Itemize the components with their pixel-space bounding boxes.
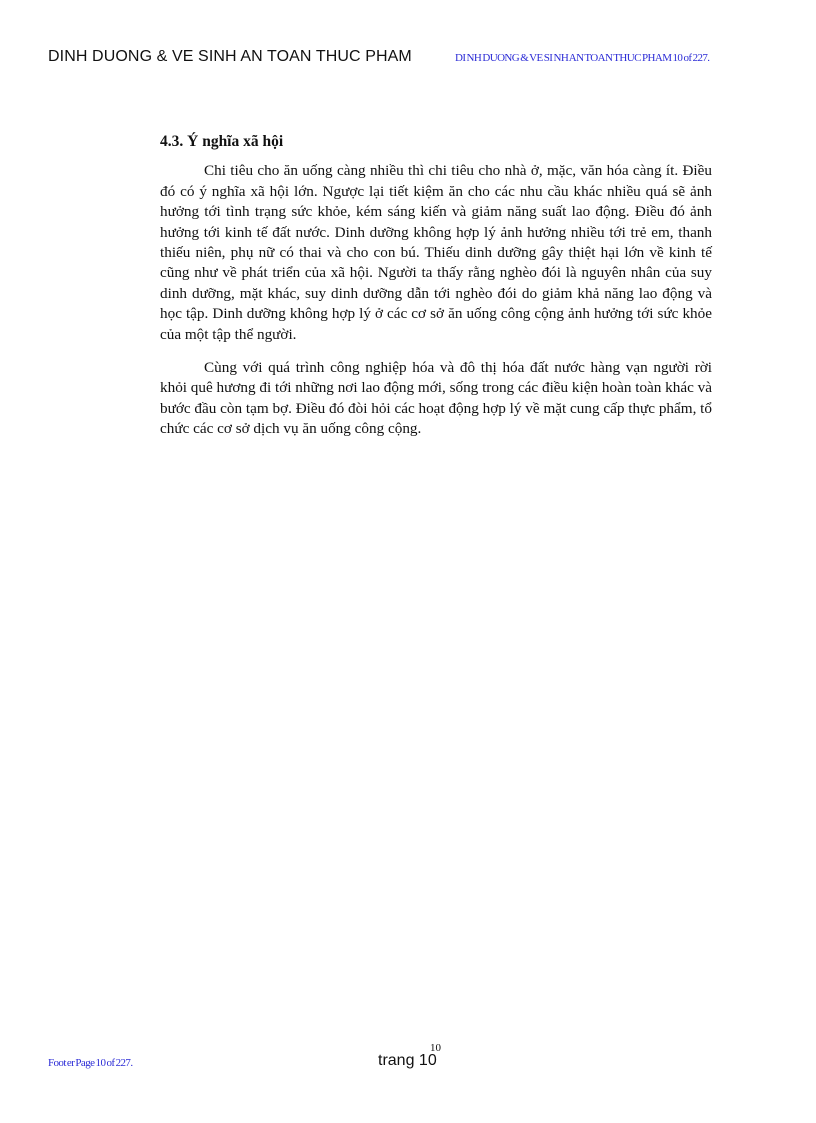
header-title: DINH DUONG & VE SINH AN TOAN THUC PHAM <box>48 48 412 65</box>
header-page-reference: DI NH DUONG & VE SI NH AN TOAN THUC PHAM 10 of 227. <box>455 52 710 64</box>
section-heading: 4.3. Ý nghĩa xã hội <box>160 133 284 150</box>
footer-page-reference: Foot er Page 10 of 227. <box>48 1057 133 1069</box>
footer-page-label: trang 10 <box>378 1052 437 1069</box>
document-body <box>160 132 712 453</box>
paragraph-2: Cùng với quá trình công nghiệp hóa và đô thị hóa đất nước hàng vạn người rời khỏi quê hương đi tới những nơi lao động mới, sống trong các điều kiện hoàn toàn khác và bước đầu còn tạm bợ. Điều đó đòi hỏi các hoạt động hợp lý về mặt cung cấp thực phẩm, tổ chức các cơ sở dịch vụ ăn uống công cộng. <box>160 359 712 438</box>
paragraph-1: Chi tiêu cho ăn uống càng nhiều thì chi tiêu cho nhà ở, mặc, văn hóa càng ít. Điều đó có ý nghĩa xã hội lớn. Ngược lại tiết kiệm ăn cho các nhu cầu khác nhiều quá sẽ ảnh hưởng tới tình trạng sức khỏe, kém sáng kiến và giảm năng suất lao động. Điều đó ảnh hưởng tới kinh tế đất nước. Dinh dưỡng không hợp lý ảnh hưởng nhiều tới trẻ em, thanh thiếu niên, phụ nữ có thai và cho con bú. Thiếu dinh dưỡng gây thiệt hại lớn về kinh tế cũng như về phát triển của xã hội. Người ta thấy rằng nghèo đói là nguyên nhân của suy dinh dưỡng, mặt khác, suy dinh dưỡng dẫn tới nghèo đói do giảm khả năng lao động và học tập. Dinh dưỡng không hợp lý ở các cơ sở ăn uống công cộng ảnh hưởng tới sức khỏe của một tập thể người. <box>160 162 712 343</box>
footer-page-superscript: 10 <box>430 1042 441 1054</box>
